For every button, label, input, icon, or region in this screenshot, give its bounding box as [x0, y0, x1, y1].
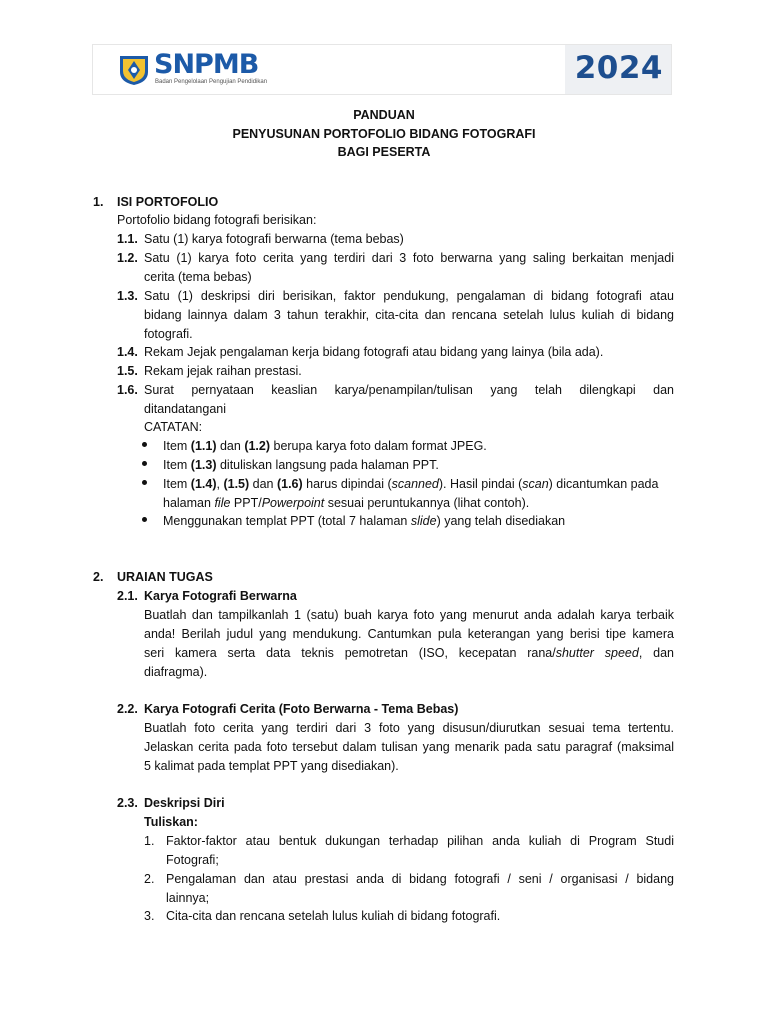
header-banner — [92, 44, 672, 95]
subsection-2-2-line-2: Jelaskan cerita pada foto tersebut dalam tulisan yang menarik pada satu paragraf (maksimal — [144, 740, 674, 754]
subsection-2-3-subheading: Tuliskan: — [144, 815, 198, 829]
item-1-6-number: 1.6. — [117, 383, 138, 397]
bullet-2-text: Item (1.3) dituliskan langsung pada halaman PPT. — [163, 458, 439, 472]
subsection-2-2-line-3: 5 kalimat pada templat PPT yang disediakan). — [144, 759, 399, 773]
item-1-2-line-2: cerita (tema bebas) — [144, 270, 252, 284]
section1-intro: Portofolio bidang fotografi berisikan: — [117, 213, 317, 227]
subsection-2-3-number: 2.3. — [117, 796, 138, 810]
item-1-3-line-1: Satu (1) deskripsi diri berisikan, faktor pendukung, pengalaman di bidang fotografi atau — [144, 289, 674, 303]
section2-number: 2. — [93, 570, 104, 584]
item-1-2-line-1: Satu (1) karya foto cerita yang terdiri dari 3 foto berwarna yang saling berkaitan menjadi — [144, 251, 674, 265]
deskripsi-item-1-line-2: Fotografi; — [166, 853, 219, 867]
item-1-5-number: 1.5. — [117, 364, 138, 378]
bullet-4-text: Menggunakan templat PPT (total 7 halaman slide) yang telah disediakan — [163, 514, 566, 528]
section1-number: 1. — [93, 195, 104, 209]
item-1-6-line-1: Surat pernyataan keaslian karya/penampilan/tulisan yang telah dilengkapi dan — [144, 383, 674, 397]
bullet-3-line-1: Item (1.4), (1.5) dan (1.6) harus dipindai (scanned). Hasil pindai (scan) dicantumkan pada — [163, 477, 659, 491]
deskripsi-item-3-number: 3. — [144, 909, 155, 923]
item-1-3-line-3: fotografi. — [144, 327, 193, 341]
note-label: CATATAN: — [144, 420, 203, 434]
deskripsi-item-2-line-2: lainnya; — [166, 891, 210, 905]
item-1-4-number: 1.4. — [117, 345, 138, 359]
item-1-2-number: 1.2. — [117, 251, 138, 265]
title-line-3: BAGI PESERTA — [337, 145, 431, 159]
bullet-dot — [142, 461, 147, 466]
deskripsi-item-2-line-1: Pengalaman dan atau prestasi anda di bidang fotografi / seni / organisasi / bidang — [166, 872, 674, 886]
bullet-1-text: Item (1.1) dan (1.2) berupa karya foto dalam format JPEG. — [163, 439, 487, 453]
item-1-6-line-2: ditandatangani — [144, 402, 227, 416]
deskripsi-item-2-number: 2. — [144, 872, 155, 886]
title-line-1: PANDUAN — [353, 108, 415, 122]
subsection-2-2-heading: Karya Fotografi Cerita (Foto Berwarna - Tema Bebas) — [144, 702, 459, 716]
subsection-2-1-line-4: diafragma). — [144, 665, 208, 679]
subsection-2-1-line-3: seri kamera serta data teknis pemotretan (ISO, kecepatan rana/shutter speed, dan — [144, 646, 674, 660]
subsection-2-1-heading: Karya Fotografi Berwarna — [144, 589, 297, 603]
item-1-4-text: Rekam Jejak pengalaman kerja bidang fotografi atau bidang yang lainya (bila ada). — [144, 345, 604, 359]
item-1-1-number: 1.1. — [117, 232, 138, 246]
deskripsi-item-3-text: Cita-cita dan rencana setelah lulus kuliah di bidang fotografi. — [166, 909, 501, 923]
subsection-2-2-line-1: Buatlah foto cerita yang terdiri dari 3 foto yang disusun/diurutkan sesuai tema tertentu. — [144, 721, 674, 735]
item-1-3-line-2: bidang lainnya dalam 3 tahun terakhir, cita-cita dan rencana setelah lulus kuliah di bidang — [144, 308, 674, 322]
deskripsi-item-1-line-1: Faktor-faktor atau bentuk dukungan terhadap pilihan anda kuliah di Program Studi — [166, 834, 674, 848]
bullet-dot — [142, 442, 147, 447]
item-1-1-text: Satu (1) karya fotografi berwarna (tema bebas) — [144, 232, 404, 246]
subsection-2-2-number: 2.2. — [117, 702, 138, 716]
bullet-dot — [142, 480, 147, 485]
subsection-2-1-number: 2.1. — [117, 589, 138, 603]
subsection-2-3-heading: Deskripsi Diri — [144, 796, 225, 810]
subsection-2-1-line-2: anda! Berilah judul yang mendukung. Cantumkan pula keterangan yang berisi tipe kamera — [144, 627, 674, 641]
logo-tagline: Badan Pengelolaan Pengujian Pendidikan — [155, 79, 268, 85]
item-1-5-text: Rekam jejak raihan prestasi. — [144, 364, 302, 378]
subsection-2-1-line-1: Buatlah dan tampilkanlah 1 (satu) buah karya foto yang menurut anda adalah karya terbaik — [144, 608, 674, 622]
section1-heading: ISI PORTOFOLIO — [117, 195, 219, 209]
snpmb-logo-text: SNPMB — [154, 49, 259, 80]
section2-heading: URAIAN TUGAS — [117, 570, 213, 584]
tut-wuri-handayani-emblem-icon — [117, 54, 151, 86]
bullet-3-line-2: halaman file PPT/Powerpoint sesuai peruntukannya (lihat contoh). — [163, 496, 530, 510]
year-label: 2024 — [574, 50, 663, 86]
deskripsi-item-1-number: 1. — [144, 834, 155, 848]
title-line-2: PENYUSUNAN PORTOFOLIO BIDANG FOTOGRAFI — [232, 127, 536, 141]
item-1-3-number: 1.3. — [117, 289, 138, 303]
bullet-dot — [142, 517, 147, 522]
year-box — [565, 45, 671, 94]
